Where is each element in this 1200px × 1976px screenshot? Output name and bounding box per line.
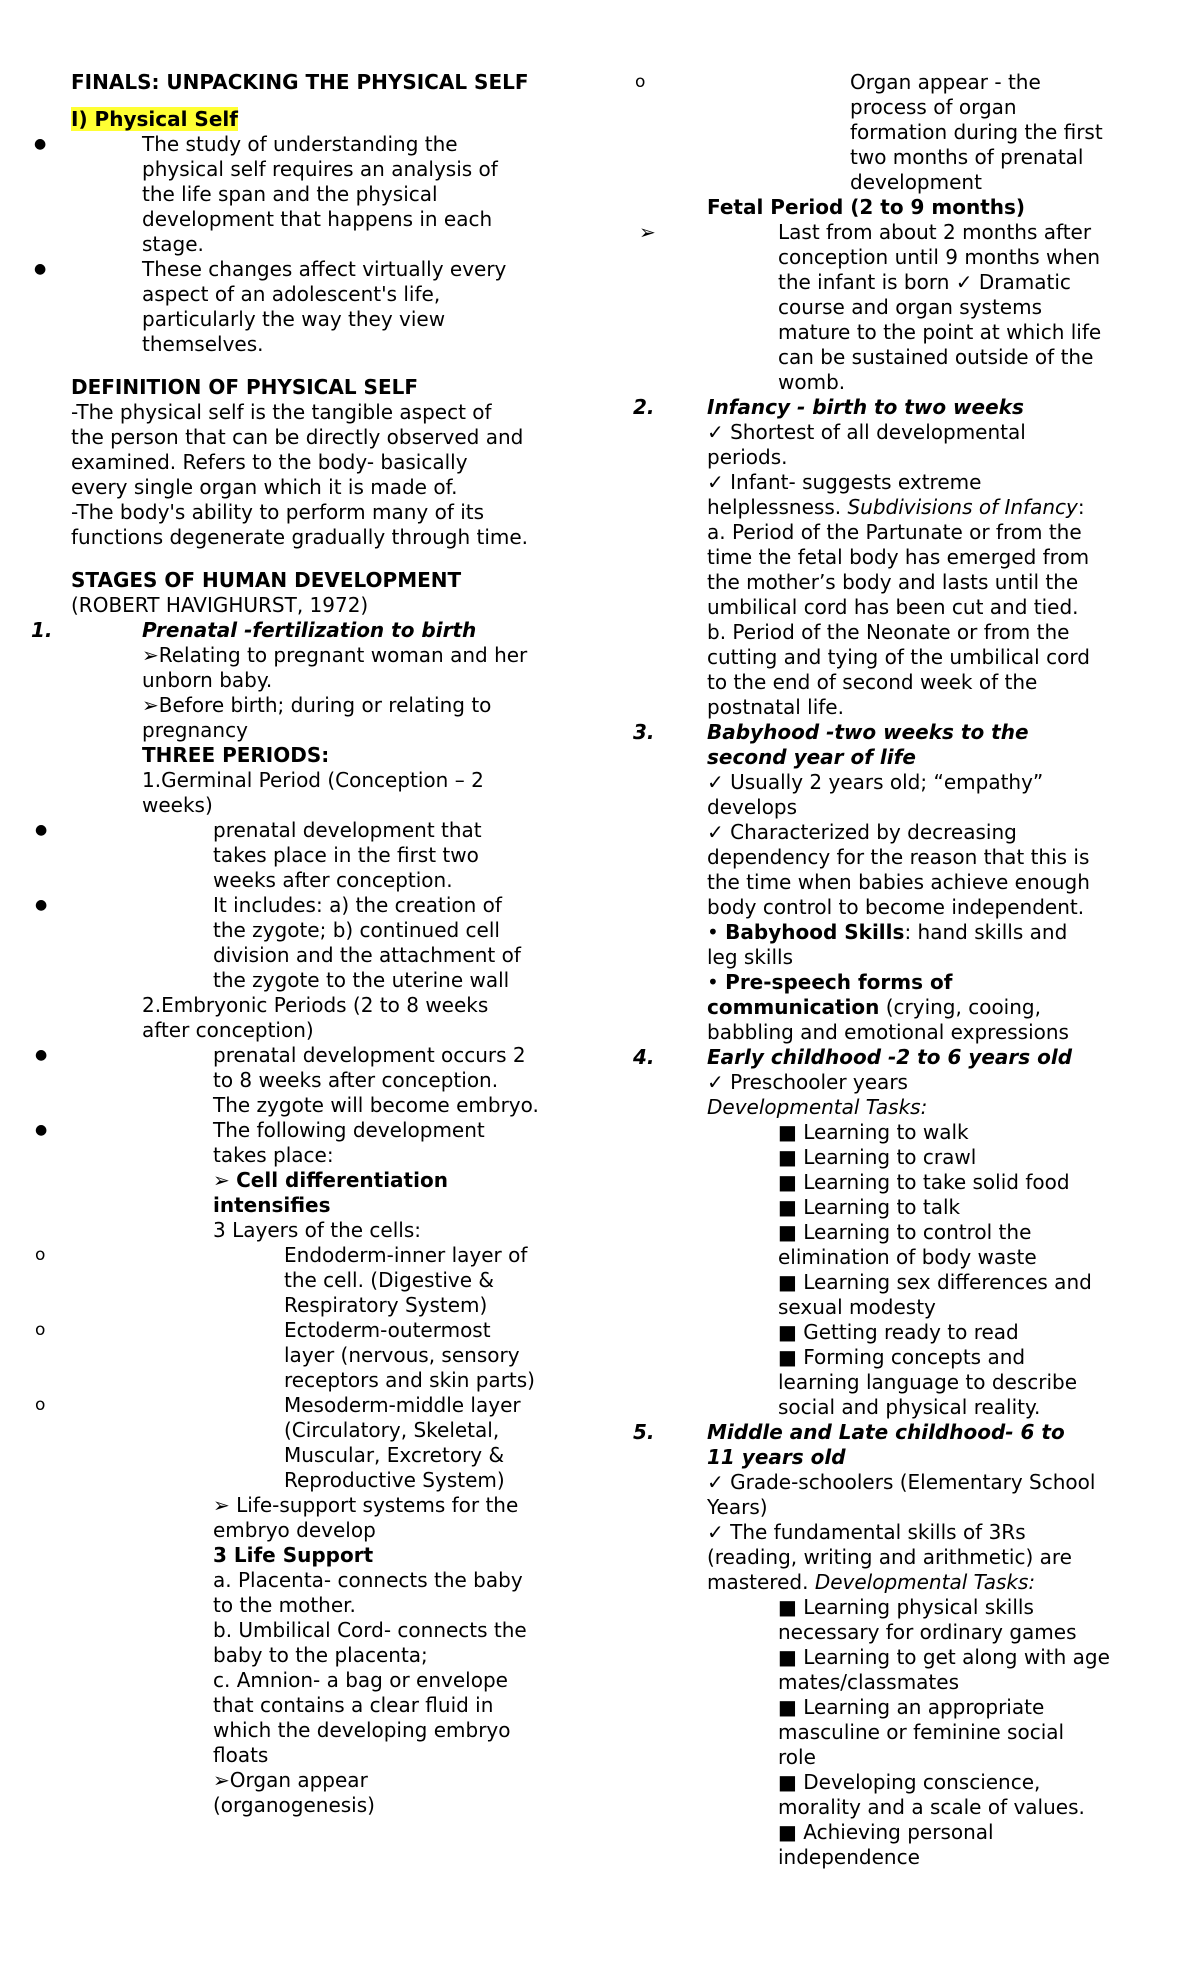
list-number: 5. [633,1420,655,1444]
stages-heading: STAGES OF HUMAN DEVELOPMENT [71,568,462,592]
list-number: 3. [633,720,655,744]
bullet-icon: ● [35,1122,48,1138]
list-item: ➢ Last from about 2 months after conception until 9 months when the infant is born ✓ Dramatic course and organ systems mature to the point at which life can be sustained outside of the womb. [670,220,1150,395]
list-item: o Ectoderm-outermost layer (nervous, sensory receptors and skin parts) [71,1318,586,1393]
definition-text: functions degenerate gradually through time. [71,525,529,549]
definition-text: -The body's ability to perform many of its [71,500,485,524]
stage-title: Early childhood -2 to 6 years old [707,1045,1073,1069]
list-item: ● These changes affect virtually every aspect of an adolescent's life, particularly the way they view themselves. [71,257,586,357]
list-item: o Endoderm-inner layer of the cell. (Digestive & Respiratory System) [71,1243,586,1318]
circle-bullet-icon: o [35,1245,46,1265]
list-item: ● prenatal development occurs 2 to 8 weeks after conception. The zygote will become embryo. [71,1043,586,1118]
task-list: ■ Learning physical skills necessary for ordinary games ■ Learning to get along with age mates/classmates ■ Learning an appropriate masculine or feminine social role ■ Developing conscience, morality and a scale of values. ■ Achieving personal independence [778,1595,1110,1869]
list-number: 4. [633,1045,655,1069]
bullet-icon: ● [35,1047,48,1063]
circle-bullet-icon: o [635,72,646,92]
section-physical-self-heading: I) Physical Self [71,107,238,131]
fetal-period-heading: Fetal Period (2 to 9 months) [707,195,1026,219]
stage-title: Babyhood -two weeks to the [707,720,1029,744]
stage-prenatal: 1. Prenatal -fertilization to birth ➢Relating to pregnant woman and her unborn baby. ➢Before birth; during or relating to pregnancy THREE PERIODS: 1.Germinal Period (Conception – 2 weeks) [71,618,586,818]
stage-title: Prenatal -fertilization to birth [142,618,477,642]
life-support-heading: 3 Life Support [213,1543,374,1567]
stage-early-childhood: 4. Early childhood -2 to 6 years old ✓ Preschooler years Developmental Tasks: [670,1045,1150,1120]
list-item: o Mesoderm-middle layer (Circulatory, Skeletal, Muscular, Excretory & Reproductive System) [71,1393,586,1493]
stage-babyhood: 3. Babyhood -two weeks to the second year of life ✓ Usually 2 years old; “empathy” develops ✓ Characterized by decreasing dependency for the reason that this is the time when babies achieve enough body control to become independent. • Babyhood Skills: hand skills and leg skills • Pre-speech forms of communication (crying, cooing, babbling and emotional expressions [670,720,1150,1045]
definition-text: -The physical self is the tangible aspect of [71,400,492,424]
right-column [633,70,1150,1870]
arrow-icon: ➢ [213,1168,237,1192]
list-number: 1. [31,618,53,642]
bullet-icon: ● [34,261,47,277]
bullet-icon: ● [35,897,48,913]
definition-text: every single organ which it is made of. [71,475,458,499]
definition-heading: DEFINITION OF PHYSICAL SELF [71,375,419,399]
stages-author: (ROBERT HAVIGHURST, 1972) [71,593,369,617]
left-column: FINALS: UNPACKING THE PHYSICAL SELF I) Physical Self ● The study of understanding the physical self requires an analysis of the life span and the physical development that happens in each stage. ● These changes affect virtually every aspect of an adolescent's life, particularly the way they view themselves. DEFINITION OF PHYSICAL SELF -The physical self is the tangible aspect of the person that can be directly observed and examined. Refers to the body- basically every single organ which it is made of. -The body's ability to perform many of its functions degenerate gradually through time. STAGES OF HUMAN DEVELOPMENT (ROBERT HAVIGHURST, 1972) 1. Prenatal -fertilization to birth ➢Relating to pregnant woman and her unborn baby. ➢Before birth; during or relating to pregnancy THREE PERIODS: 1.Germinal Period (Conception – 2 weeks) ● prenatal development that takes place in the first two weeks after conception. ● It includes: a) the creation of the zygote; b) continued cell division and the attachment of the zygote to the uterine wall 2.Embryonic Periods (2 to 8 weeks after conception) ● prenatal development occurs 2 to 8 weeks after conception. The zygote will become embryo. ● The following development takes place: ➢ Cell differentiation intensifies 3 Layers of the cells: o Endoderm-inner layer of the cell. (Digestive & Respiratory System) o Ectoderm-outermost layer (nervous, sensory receptors and skin parts) o Mesoderm-middle layer (Circulatory, Skeletal, Muscular, Excretory & Reproductive System) ➢ Life-support systems for the embryo develop 3 Life Support a. Placenta- connects the baby to the mother. b. Umbilical Cord- connects the baby to the placenta; c. Amnion- a bag or envelope that contains a clear fluid in which the developing embryo floats ➢Organ appear (organogenesis) [71,70,586,1818]
list-item: ● prenatal development that takes place in the first two weeks after conception. [71,818,586,893]
definition-text: examined. Refers to the body- basically [71,450,468,474]
list-item: o Organ appear - the process of organ formation during the first two months of prenatal development [670,70,1150,195]
list-item: ● The study of understanding the physical self requires an analysis of the life span and the physical development that happens in each stage. [71,132,586,257]
stage-middle-late-childhood: 5. Middle and Late childhood- 6 to 11 years old ✓ Grade-schoolers (Elementary School Years) ✓ The fundamental skills of 3Rs (reading, writing and arithmetic) are mastered. Developmental Tasks: [670,1420,1150,1595]
three-periods-heading: THREE PERIODS: [142,743,330,767]
bullet-icon: ● [34,136,47,152]
definition-text: the person that can be directly observed and [71,425,524,449]
cell-differentiation-title: Cell differentiation [236,1168,448,1192]
stage-title: Middle and Late childhood- 6 to [707,1420,1065,1444]
document-title: FINALS: UNPACKING THE PHYSICAL SELF [71,70,529,94]
circle-bullet-icon: o [35,1320,46,1340]
list-item: ● It includes: a) the creation of the zygote; b) continued cell division and the attachment of the zygote to the uterine wall [71,893,586,993]
bullet-icon: ● [35,822,48,838]
stage-infancy: 2. Infancy - birth to two weeks ✓ Shortest of all developmental periods. ✓ Infant- suggests extreme helplessness. Subdivisions of Infancy: a. Period of the Partunate or from the time the fetal body has emerged from the mother’s body and lasts until the umbilical cord has been cut and tied. b. Period of the Neonate or from the cutting and tying of the umbilical cord to the end of second week of the postnatal life. [670,395,1150,720]
task-list: ■ Learning to walk ■ Learning to crawl ■ Learning to take solid food ■ Learning to talk ■ Learning to control the elimination of body waste ■ Learning sex differences and sexual modesty ■ Getting ready to read ■ Forming concepts and learning language to describe social and physical reality. [778,1120,1092,1419]
list-number: 2. [633,395,655,419]
stage-title: Infancy - birth to two weeks [707,395,1024,419]
arrow-icon: ➢ [639,220,656,244]
list-item: ● The following development takes place: ➢ Cell differentiation intensifies 3 Layers of the cells: [71,1118,586,1243]
circle-bullet-icon: o [35,1395,46,1415]
